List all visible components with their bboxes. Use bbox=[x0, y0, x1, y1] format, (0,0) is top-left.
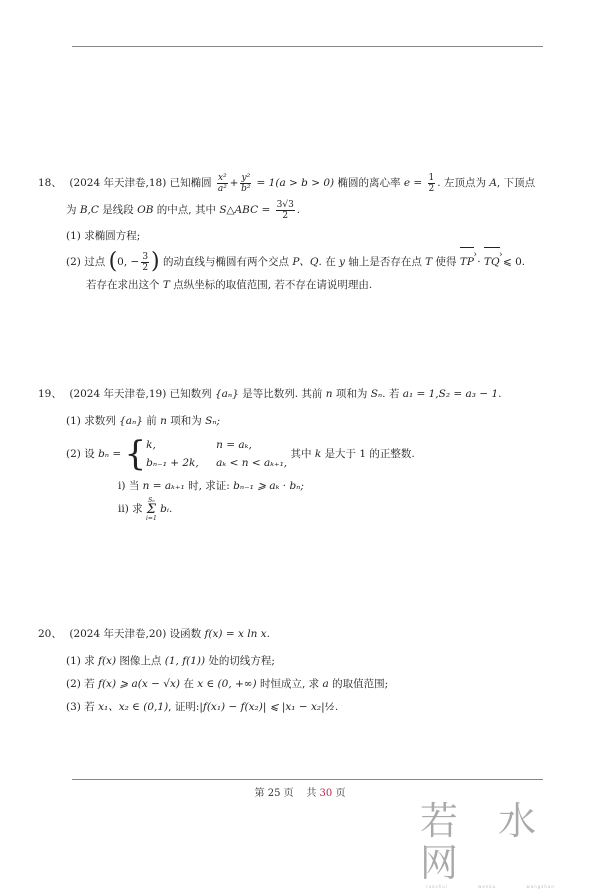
page-total: 30 bbox=[319, 788, 333, 799]
part-2: (2) 设 bₙ = { k, n = aₖ, bₙ₋₁ + 2k, aₖ < n < aₖ₊₁, 其中 k 是大于 1 的正整数. bbox=[66, 434, 415, 474]
vector-TP: TP › bbox=[460, 247, 474, 277]
question-19: 19、 (2024 年天津卷,19) 已知数列 {aₙ} 是等比数列. 其前 n 项和为 Sₙ. 若 a₁ = 1,S₂ = a₃ − 1. (1) 求数列 {aₙ} 前 n 项和为 Sₙ; (2) 设 bₙ = { k, n = aₖ, bₙ₋₁ + 2k, aₖ < n < aₖ₊₁, 其中 k 是大于 1 的正整数. i) 当 n = aₖ₊₁ 时, 求证: bₙ₋₁ ⩾ aₖ · bₙ; ii) 求 Sₙ Σ i=1 bᵢ. bbox=[38, 386, 568, 523]
header-rule bbox=[72, 46, 543, 47]
watermark-logo: 若 水 网 ruoshui wenku wangzhan bbox=[420, 799, 555, 889]
fraction-y2-b2: $\frac{\text{y²}}{\text{b²}}$ bbox=[241, 172, 251, 194]
page-footer: 第 25 页 共 30 页 bbox=[254, 788, 346, 799]
fraction-one-half: $\frac{1}{2}$ bbox=[428, 172, 435, 194]
footer-rule bbox=[72, 779, 543, 780]
part-2: (2) 过点 (0, − $\frac{3}{2}$ ) 的动直线与椭圆有两个交点 P、Q. 在 y 轴上是否存在点 T 使得 TP › · TQ › ⩽ 0. bbox=[38, 247, 568, 277]
question-20: 20、 (2024 年天津卷,20) 设函数 f(x) = x ln x. (1) 求 f(x) 图像上点 (1, f(1)) 处的切线方程; (2) 若 f(x) ⩾ a(x − √x) 在 x ∈ (0, +∞) 时恒成立, 求 a 的取值范围; (3) 若 x₁、x₂ ∈ (0,1), 证明:|f(x₁) − f(x₂)| ⩽ |x₁ − x₂|½. bbox=[38, 626, 568, 716]
question-number: 19、 bbox=[38, 388, 62, 400]
question-source: (2024 年天津卷,18) bbox=[69, 177, 167, 189]
fraction-area: $\frac{3√3}{2}$ bbox=[276, 199, 294, 221]
fraction-x2-a2: $\frac{\text{x²}}{\text{a²}}$ bbox=[217, 172, 227, 194]
part-3: (3) 若 x₁、x₂ ∈ (0,1), 证明:|f(x₁) − f(x₂)| ⩽ |x₁ − x₂|½. bbox=[66, 701, 339, 713]
page-number: 第 25 页 bbox=[254, 788, 294, 799]
question-source: (2024 年天津卷,20) bbox=[69, 628, 167, 640]
part-1: (1) 求 f(x) 图像上点 (1, f(1)) 处的切线方程; bbox=[66, 655, 275, 667]
area-expression: S△ABC = bbox=[219, 204, 271, 216]
summation: Sₙ Σ i=1 bbox=[146, 496, 157, 522]
part-2: (2) 若 f(x) ⩾ a(x − √x) 在 x ∈ (0, +∞) 时恒成立, 求 a 的取值范围; bbox=[66, 678, 389, 690]
vector-TQ: TQ › bbox=[484, 247, 500, 277]
question-18: 18、 (2024 年天津卷,18) 已知椭圆 $\frac{\text{x²}}{\text{a²}}$ + $\frac{\text{y²}}{\text{b²}}$ = 1(a > b > 0) 椭圆的离心率 e = $\frac{1}{2}$ . 左顶点为 A, 下顶点 为 B,C 是线段 OB 的中点, 其中 S△ABC = $\frac{3√3}{2}$ . (1) 求椭圆方程; (2) 过点 (0, − $\frac{3}{2}$ ) 的动直线与椭圆有两个交点 P、Q. 在 y 轴上是否存在点 T 使得 TP › · TQ › ⩽ 0. 若存在求出这个 T 点纵坐标的取值范围, 若不存在请说明理由. bbox=[38, 170, 568, 294]
sub-part-i: i) 当 n = aₖ₊₁ 时, 求证: bₙ₋₁ ⩾ aₖ · bₙ; bbox=[118, 480, 304, 492]
question-number: 20、 bbox=[38, 628, 62, 640]
part-1: (1) 求数列 {aₙ} 前 n 项和为 Sₙ; bbox=[66, 415, 221, 427]
question-source: (2024 年天津卷,19) bbox=[69, 388, 167, 400]
ellipse-equation: = 1(a > b > 0) bbox=[256, 177, 335, 189]
sub-part-ii: ii) 求 Sₙ Σ i=1 bᵢ. bbox=[118, 496, 173, 522]
question-number: 18、 bbox=[38, 177, 62, 189]
part-1: (1) 求椭圆方程; bbox=[66, 230, 141, 242]
piecewise-definition: k, n = aₖ, bₙ₋₁ + 2k, aₖ < n < aₖ₊₁, bbox=[146, 439, 288, 469]
